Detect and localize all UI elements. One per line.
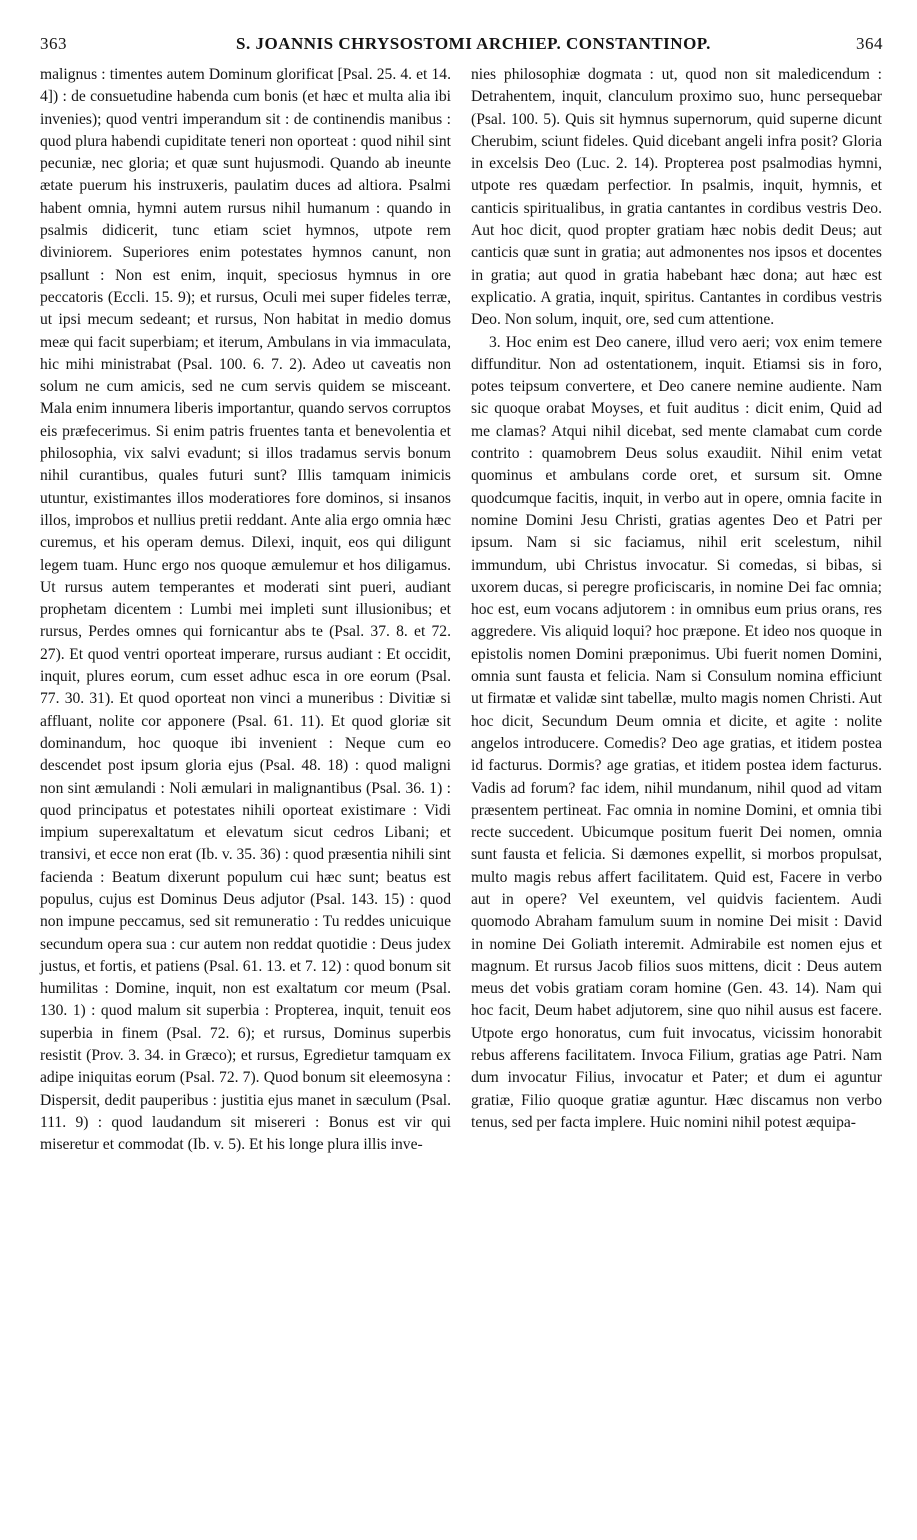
right-column-paragraph-2: 3. Hoc enim est Deo canere, illud vero aeri; vox enim temere diffunditur. Non ad ostentationem, inquit. Etiamsi sis in foro, potes teipsum convertere, et Deo canere nemine audiente. Nam sic quoque orabat Moyses, et fuit auditus : dicit enim, Quid ad me clamas? Atqui nihil dicebat, sed mente clamabat cum corde contrito : quamobrem Deus solus exaudiit. Nihil enim vetat quominus et ambulans corde oret, et sursum sit. Omne quodcumque facitis, inquit, in verbo aut in opere, omnia facite in nomine Domini Jesu Christi, gratias agentes Deo et Patri per ipsum. Nam si sic faciamus, nihil erit scelestum, nihil immundum, ubi Christus invocatur. Si comedas, si bibas, si uxorem ducas, si peregre proficiscaris, in nomine Dei fac omnia; hoc est, eum vocans adjutorem : in omnibus eum prius orans, res aggredere. Vis aliquid loqui? hoc præpone. Et ideo nos quoque in epistolis nomen Domini præponimus. Ubi fuerit nomen Domini, omnia sunt fausta et felicia. Nam si Consulum nomina efficiunt ut firmatæ et validæ sint tabellæ, multo magis nomen Christi. Aut hoc dicit, Secundum Deum omnia et dicite, et agite : nolite angelos introducere. Comedis? Deo age gratias, et itidem postea id facturus. Dormis? age gratias, et itidem postea idem facturus. Vadis ad forum? fac idem, nihil mundanum, nihil quod ad vitam præsentem pertineat. Fac omnia in nomine Domini, et omnia tibi recte succedent. Ubicumque positum fuerit Dei nomen, omnia sunt fausta et felicia. Si dæmones expellit, si morbos propulsat, multo magis rebus affert facilitatem. Quid est, Facere in verbo aut in opere? Vel exeuntem, vel quidvis facientem. Audi quomodo Abraham famulum suum in nomine Dei misit : David in nomine Dei Goliath interemit. Admirabile est nomen ejus et magnum. Et rursus Jacob filios suos mittens, dicit : Deus autem meus det vobis gratiam coram homine (Gen. 43. 14). Nam qui hoc facit, Deum habet adjutorem, sine quo nihil ausus est facere. Utpote ergo honoratus, cum fuit invocatus, vicissim honorabit rebus afferens facilitatem. Invoca Filium, gratias age Patri. Nam dum invocatur Filius, invocatur et Pater; et dum ei aguntur gratiæ, Filio quoque gratiæ aguntur. Hæc discamus non verbo tenus, sed per facta implere. Huic nomini nihil potest æquipa- [471,333,882,1131]
left-column [40,64,451,1157]
text-columns [40,64,883,1157]
right-column-paragraph-1: nies philosophiæ dogmata : ut, quod non sit maledicendum : Detrahentem, inquit, clanculum proximo suo, hunc persequebar (Psal. 100. 5). Quis sit hymnus supernorum, quid superne dicunt Cherubim, sciunt fideles. Quid dicebant angeli infra posit? Gloria in excelsis Deo (Luc. 2. 14). Propterea post psalmodias hymni, utpote res quædam perfectior. In psalmis, inquit, hymnis, et canticis spiritualibus, in gratia cantantes in cordibus vestris Deo. Aut hoc dicit, quod propter gratiam hæc nobis dedit Deus; aut canticis quæ sunt in gratia; aut admonentes nos ipsos et docentes in gratia; aut quod in gratia habebant hæc dona; aut hæc est explicatio. A gratia, inquit, spiritus. Cantantes in cordibus vestris Deo. Non solum, inquit, ore, sed cum attentione. [471,66,882,329]
left-column-text: malignus : timentes autem Dominum glorificat [Psal. 25. 4. et 14. 4]) : de consuetudine habenda cum bonis (et hæc et multa alia ibi invenies); quod ventri imperandum sit : de continendis manibus : quod plura habendi cupiditate teneri non oporteat : quod nihil sint pecuniæ, nec gloria; et quæ sunt hujusmodi. Quando ab ineunte ætate puerum his instruxeris, paulatim duces ad altiora. Psalmi habent omnia, hymni autem rursus nihil humanum : quando in psalmis didicerit, tunc etiam sciet hymnos, utpote rem diviniorem. Superiores enim potestates hymnos canunt, non psallunt : Non est enim, inquit, speciosus hymnus in ore peccatoris (Eccli. 15. 9); et rursus, Oculi mei super fideles terræ, ut ipsi mecum sedeant; et rursus, Non habitat in medio domus meæ qui facit superbiam; et iterum, Ambulans in via immaculata, hic mihi ministrabat (Psal. 100. 6. 7. 2). Adeo ut caveatis non solum ne cum amicis, sed ne cum servis quidem se misceant. Mala enim innumera liberis importantur, quando servos corruptos eis præfecerimus. Si enim patris fruentes tanta et benevolentia et philosophia, vix salvi evadunt; si illos tradamus servis bonum nihil curantibus, quales futuri sunt? Illis tamquam inimicis utuntur, existimantes illos moderatiores fore dominos, si insanos illos, improbos et nullius pretii reddant. Ante alia ergo omnia hæc curemus, et his operam demus. Dilexi, inquit, eos qui diligunt legem tuam. Hunc ergo nos quoque æmulemur et hos diligamus. Ut rursus autem temperantes et moderati sint pueri, audiant prophetam dicentem : Lumbi mei impleti sunt illusionibus; et rursus, Perdes omnes qui fornicantur abs te (Psal. 37. 8. et 72. 27). Et quod ventri oporteat imperare, rursus audiant : Et occidit, inquit, plures eorum, cum esset adhuc esca in ore eorum (Psal. 77. 30. 31). Et quod oporteat non vinci a muneribus : Divitiæ si affluant, nolite cor apponere (Psal. 61. 11). Et quod gloriæ sit dominandum, hoc quoque ibi invenient : Neque cum eo descendet post ipsum gloria ejus (Psal. 48. 18) : quod maligni non sint æmulandi : Noli æmulari in malignantibus (Psal. 36. 1) : quod principatus et potestates nihili oporteat existimare : Vidi impium superexaltatum et elevatum sicut cedros Libani; et transivi, et ecce non erat (Ib. v. 35. 36) : quod præsentia nihili sint facienda : Beatum dixerunt populum cui hæc sunt; beatus est populus, cujus est Dominus Deus adjutor (Psal. 143. 15) : quod non impune peccamus, sed sit remuneratio : Tu reddes unicuique secundum opera sua : cur autem non reddat quotidie : Deus judex justus, et fortis, et patiens (Psal. 61. 13. et 7. 12) : quod bonum sit humilitas : Domine, inquit, non est exaltatum cor meum (Psal. 130. 1) : quod malum sit superbia : Propterea, inquit, tenuit eos superbia in finem (Psal. 72. 6); et rursus, Dominus superbis resistit (Prov. 3. 34. in Græco); et rursus, Egredietur tamquam ex adipe iniquitas eorum (Psal. 72. 7). Quod bonum sit eleemosyna : Dispersit, dedit pauperibus : justitia ejus manet in sæculum (Psal. 111. 9) : quod laudandum sit misereri : Bonus est vir qui miseretur et commodat (Ib. v. 5). Et his longe plura illis inve- [40,66,451,1154]
running-header [40,30,883,56]
page-number-left: 363 [40,34,67,53]
right-column [471,64,882,1157]
running-title: S. JOANNIS CHRYSOSTOMI ARCHIEP. CONSTANTINOP. [236,34,711,53]
page-number-right: 364 [856,34,883,53]
